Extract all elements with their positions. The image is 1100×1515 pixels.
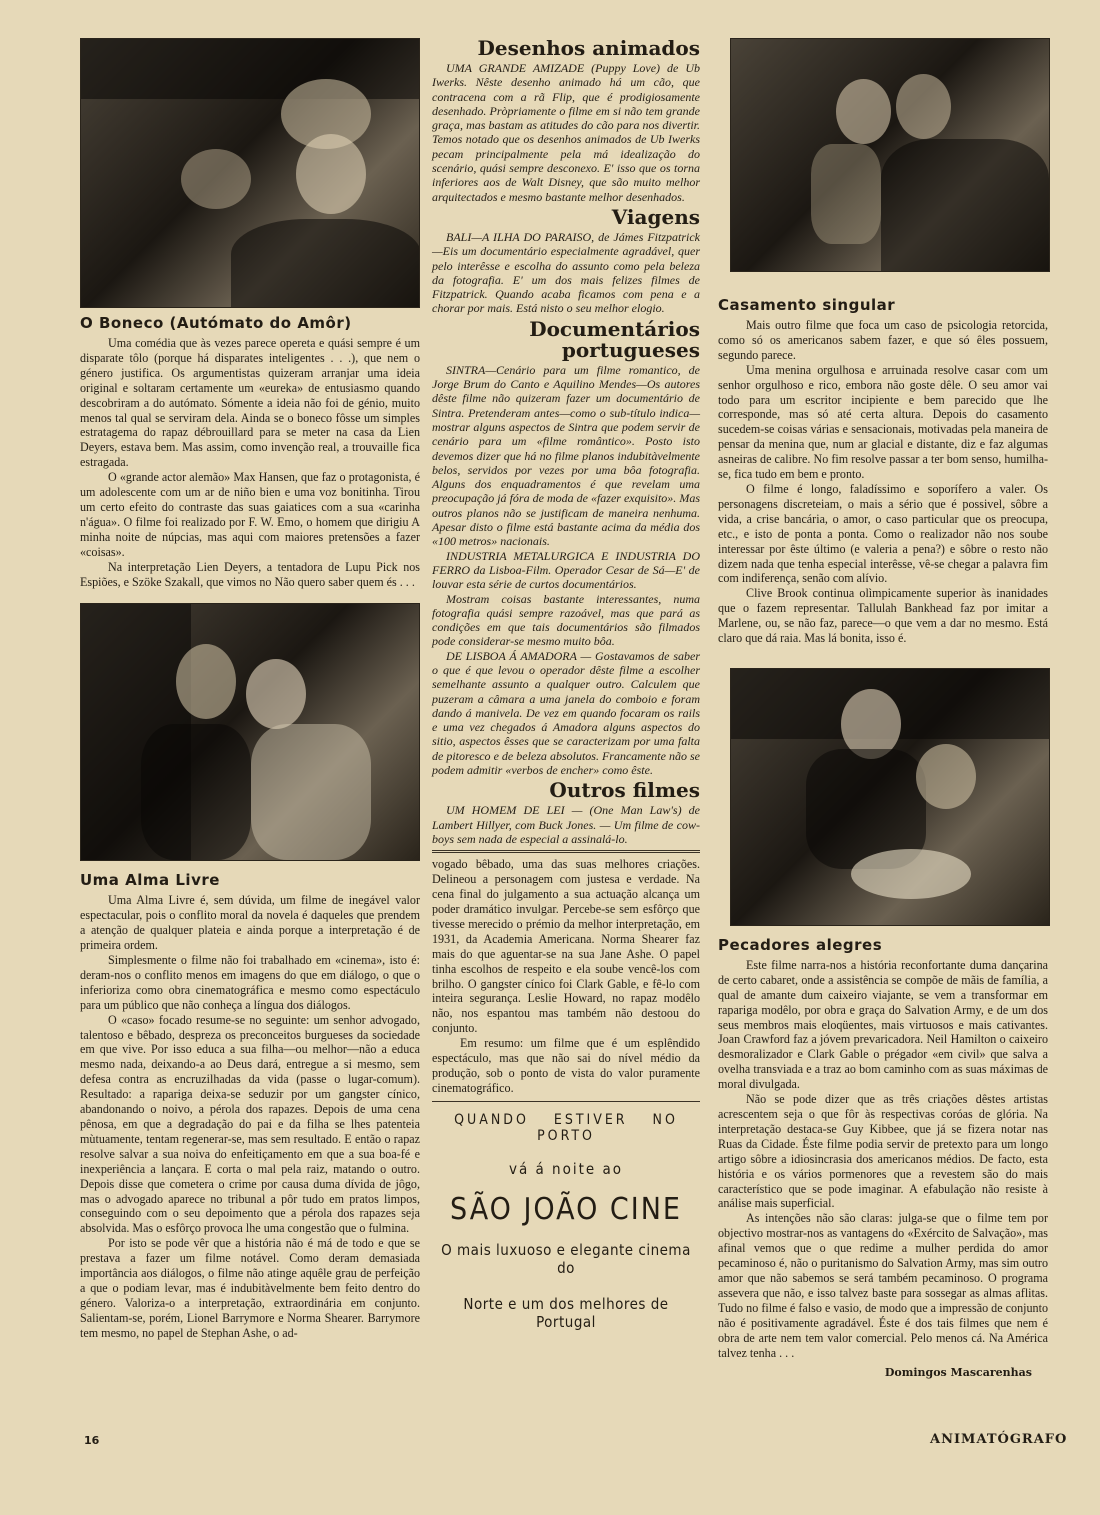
film-still-uma-alma-livre	[80, 603, 420, 861]
review-paragraph: BALI—A ILHA DO PARAISO, de Jámes Fitzpatrick—Eis um documentário especialmente agradável, quer pelo interêsse e escolha do assunto como pela beleza da fotografia. E' um dos mais felizes filmes de Fitzpatrick. Quando acaba ficamos com pena e a chorar por mais. Está nisto o seu melhor elogio.	[432, 229, 700, 316]
section-title-outros-filmes: Outros filmes	[549, 778, 700, 803]
film-still-casamento-singular	[730, 38, 1050, 272]
review-paragraph: UMA GRANDE AMIZADE (Puppy Love) de Ub Iwerks. Nêste desenho animado há um cão, que contracena com a rã Flip, que é prodigiosamente desenhado. Pròpriamente o filme em si não tem grande graça, mas bastam as atitudes do cão para nos divertir. Temos notado que os desenhos animados de Ub Iwerks pecam principalmente pela má idealização do scenário, quási sempre desconexo. E' isso que os torna inferiores aos de Walt Disney, que são muito melhor arquitectados e mesmo bastante melhor desenhados.	[432, 61, 700, 204]
review-paragraph: UM HOMEM DE LEI — (One Man Law's) de Lambert Hillyer, com Buck Jones. — Um filme de cow-boys sem nada de especial a assinalá-lo.	[432, 803, 700, 846]
review-title-o-boneco: O Boneco (Autómato do Amôr)	[80, 314, 352, 332]
review-paragraph: O «grande actor alemão» Max Hansen, que faz o protagonista, é um adolescente com um ar de niño bien e uma voz bonitinha. Tirou um certo efeito do contraste das suas gaiatices com a sua «carinha n'água». O filme foi realizado por F. W. Emo, o homem que dirigiu A minha noite de núpcias, mas aqui com maiores pretensões a fazer «coisas».	[80, 470, 420, 559]
author-signature: Domingos Mascarenhas	[884, 1366, 1032, 1380]
section-title-desenhos-animados: Desenhos animados	[477, 36, 700, 60]
review-paragraph: O «caso» focado resume-se no seguinte: um senhor advogado, talentoso e bêbado, despreza os preconceitos burgueses da sociedade em que vive. Por isso educa a sua filha—ou melhor—não a educa mesmo nada, deixando-a ao Deus dará, entregue a si mesmo, sem defesa contra as encruzilhadas da vida (passe o lugar-comum). Resultado: a rapariga deixa-se seduzir por um gangster cínico, abandonando o noivo, a pérola dos rapazes. Depois de uma cena pênosa, em que a degradação do pai e da filha se lhes patenteia mùtuamente, tentam regenerar-se, mas sem resultado. E então o rapaz resolve salvar a sua noiva do enfeitiçamento em que a sua boa-fé e inexperiência a lançara. E corta o mal pela raiz, matando o outro. Depois disse que cometera o crime por causa duma dívida de jôgo, mas o advogado aparece no tribunal a pôr tudo em pratos limpos, conseguindo com o seu depoimento que a pérola dos rapazes seja absolvida. Mas o esfôrço provoca lhe uma congestão que o fulmina.	[80, 1012, 420, 1236]
review-paragraph: O filme é longo, faladíssimo e soporífero a valer. Os personagens discreteiam, o mais a sério que é possivel, sôbre a vida, a crise bancária, o amor, o caso particular que os preocupa, etc., e isto de ponta a ponta. Como o realizador não nos soube interessar por êste último (e valeria a pena?) e sôbre o resto não dizem nada que tenha especial interêsse, vê-se chegar a palavra fim com indiferença, senão com alívio.	[718, 481, 1048, 586]
right-column	[718, 38, 1048, 1379]
review-title-uma-alma-livre: Uma Alma Livre	[80, 871, 220, 890]
cinema-advertisement	[432, 1112, 700, 1331]
review-paragraph: Uma menina orgulhosa e arruinada resolve casar com um senhor orgulhoso e rico, embora não goste dêle. O seu amor vai todo para um escritor incipiente e bem parecido que lhe corresponde, mas só até certa altura. Depois do casamento sucedem-se coisas várias e sensacionais, motivadas pela maneira de pensar da menina que, num ar glacial e distante, diz e faz algumas asneiras de calibre. No fim resolve passar a ter bom senso, humilha-se, fica tudo em bem e pronto.	[718, 362, 1048, 482]
review-paragraph: Simplesmente o filme não foi trabalhado em «cinema», isto é: deram-nos o conflito menos em imagens do que em diálogo, o que o inferioriza como obra cinematográfica e mesmo como espectáculo para um público que não conheça a língua dos diálogos.	[80, 953, 420, 1012]
divider	[432, 850, 700, 853]
review-paragraph: Uma Alma Livre é, sem dúvida, um filme de inegável valor espectacular, pois o conflito moral da novela é daqueles que prendem a atenção de qualquer plateia e ainda porque a interpretação é de primeira ordem.	[80, 893, 420, 953]
review-paragraph: Na interpretação Lien Deyers, a tentadora de Lupu Pick nos Espiões, e Szöke Szakall, que vimos no Não quero saber quem és . . .	[80, 559, 420, 589]
review-paragraph: Não se pode dizer que as três criações dêstes artistas acrescentem seja o que fôr às respectivas coróas de glória. Na interpretação destaca-se Guy Kibbee, que já se fizera notar nas Ruas da Cidade. Éste filme podia servir de pretexto para um longo artigo sôbre a idiosincrasia dos americanos médios. De facto, esta história e os vários pormenores que a revestem são do mais característico que se pode imaginar. A efabulação não resiste à análise mais superficial.	[718, 1092, 1048, 1211]
film-still-pecadores-alegres	[730, 668, 1050, 926]
review-paragraph: DE LISBOA Á AMADORA — Gostavamos de saber o que é que levou o operador dêste filme a escolher semelhante assunto a qualquer outro. Calculem que puzeram a câmara a uma janela do comboio e foram dando á manivela. De vez em quando focaram os rails e uma vez chegados á Amadora alguns aspectos do sitio, aspectos êsses que se caracterizam por uma falta de pitoresco e de beleza absolutos. Francamente não se podem admitir «verbos de encher» como êste.	[432, 648, 700, 778]
review-paragraph: SINTRA—Cenário para um filme romantico, de Jorge Brum do Canto e Aquilino Mendes—Os autores dêste filme não quizeram fazer um documentário de Sintra. Pretenderam antes—como o sub-título indica—mostrar alguns aspectos de Sintra que podem servir de cenário para um «filme romântico». Posto isto devemos dizer que há no filme planos indubitàvelmente belos, servidos por vezes por uma bôa fotografia. Alguns dos enquadramentos é que revelam uma preocupação já fóra de moda de «fazer exquisito». Mas outros planos não se justificam de maneira nenhuma. Apesar disto o filme está bastante acima da média dos «100 metros» nacionais.	[432, 362, 700, 549]
review-title-casamento-singular: Casamento singular	[718, 296, 896, 314]
review-paragraph: As intenções não são claras: julga-se que o filme tem por objectivo mostrar-nos as vantagens do «Exército de Salvação», mas afinal vemos que o que redime a mulher perdida do amor pecaminoso é, não o puritanismo do Salvation Army, mas sim outro amor que não sabemos se será também pecaminoso. O programa assevera que não, e isso talvez baste para sossegar as almas aflitas. Tudo no filme é falso e vasio, de modo que a impressão de conjunto não é positivamente agradável. Éste é dos tais filmes que nem é obra de arte nem tem valor comercial. Pelo menos cá. Na América talvez tenha . . .	[718, 1211, 1048, 1360]
review-paragraph: Mais outro filme que foca um caso de psicologia retorcida, como só os americanos sabem fazer, e que só êles possuem, segundo parece.	[718, 318, 1048, 362]
ad-subline: vá á noite ao	[508, 1159, 624, 1178]
review-paragraph: Uma comédia que às vezes parece opereta e quási sempre é um disparate tôlo (porque há disparates inteligentes . . .), que nem o género justifica. Os argumentistas quizeram arranjar uma ideia original e soltaram certamente um «eureka» de entusiasmo quando descobriram a do autómato. Sómente a ideia não foi de génio, muito menos tal qual se serviram dela. Ainda se o boneco fôsse um simples estratagema do rapaz débrouillard para se meter na casa da Lien Deyers, estava bem. Mas assim, como invenção real, a trouvaille fica estragada.	[80, 336, 420, 470]
section-title-documentarios: Documentários portugueses	[529, 316, 700, 362]
middle-column	[432, 38, 700, 1331]
ad-tagline-1: O mais luxuoso e elegante cinema do	[441, 1240, 691, 1277]
review-paragraph: Clive Brook continua olìmpicamente superior às inanidades que o fazem representar. Tallulah Bankhead faz por imitar a Marlene, ou, se não faz, parece—o que vem a dar no mesmo. Está claro que dá raia. Mas lá bonita, isso é.	[718, 586, 1048, 646]
review-title-pecadores-alegres: Pecadores alegres	[718, 935, 883, 954]
divider	[432, 1101, 700, 1102]
magazine-name: ANIMATÓGRAFO	[930, 1432, 1068, 1447]
review-paragraph: INDUSTRIA METALURGICA E INDUSTRIA DO FERRO da Lisboa-Film. Operador Cesar de Sá—E' de louvar esta série de curtos documentários.	[432, 548, 700, 592]
ad-tagline-2: Norte e um dos melhores de Portugal	[463, 1294, 669, 1331]
review-paragraph: Este filme narra-nos a história reconfortante duma dançarina de certo cabaret, onde a assistência se compõe de mãis de família, a qual de amante dum caixeiro viajante, se vem a transformar em rapariga modêlo, por obra e graça do Salvation Army, e de um dos seus membros mais eloqüentes, mais virtuosos e mais cativantes. Joan Crawford faz a jóvem prevaricadora. Neil Hamilton o caixeiro desmoralizador e Clark Gable o prégador «em civil» que salva a ovelha transviada e a traz ao bom caminho com as suas máximas de moral divulgada.	[718, 957, 1048, 1092]
ad-cinema-name: SÃO JOÃO CINE	[450, 1191, 682, 1227]
page-number: 16	[84, 1434, 100, 1447]
left-column	[80, 38, 420, 1341]
review-paragraph: Mostram coisas bastante interessantes, numa fotografia quási sempre razoável, mas que pará as condições em que tais documentários são filmados pode considerar-se mesmo muito bôa.	[432, 591, 700, 649]
ad-headline: QUANDO ESTIVER NO PORTO	[454, 1111, 678, 1144]
section-title-viagens: Viagens	[611, 204, 700, 229]
review-paragraph: Em resumo: um filme que é um esplêndido espectáculo, mas que não sai do nível médio da produção, sob o ponto de vista do valor puramente cinematográfico.	[432, 1036, 700, 1095]
review-paragraph: Por isto se pode vêr que a história não é má de todo e que se prestava a fazer um filme notável. Como deram demasiada importância aos diálogos, o filme não atinge aquêle grau de perfeição a que o podiam levar, mas é indubitàvelmente bem feito dentro do género. Valoriza-o a interpretação, extraordinária em conjunto. Salientam-se, porém, Lionel Barrymore e Norma Shearer. Barrymore tem mesmo, no papel de Stephan Ashe, o ad-	[80, 1236, 420, 1340]
film-still-o-boneco	[80, 38, 420, 308]
review-paragraph: vogado bêbado, uma das suas melhores criações. Delineou a personagem com justesa e verdade. Na cena final do julgamento a sua actuação alcança um poder dramático invulgar. Percebe-se sem esfôrço que tivesse merecido o prémio da melhor interpretação, em 1931, da Academia Americana. Norma Shearer faz mais do que aguentar-se na sua Jane Ashe. O papel tinha escolhos de respeito e ela soube vencê-los com brilho. O gangster cínico foi Clark Gable, e fê-lo com inteira segurança. Leslie Howard, no rapaz modêlo não, nos espantou mas também não destoou do conjunto.	[432, 857, 700, 1036]
